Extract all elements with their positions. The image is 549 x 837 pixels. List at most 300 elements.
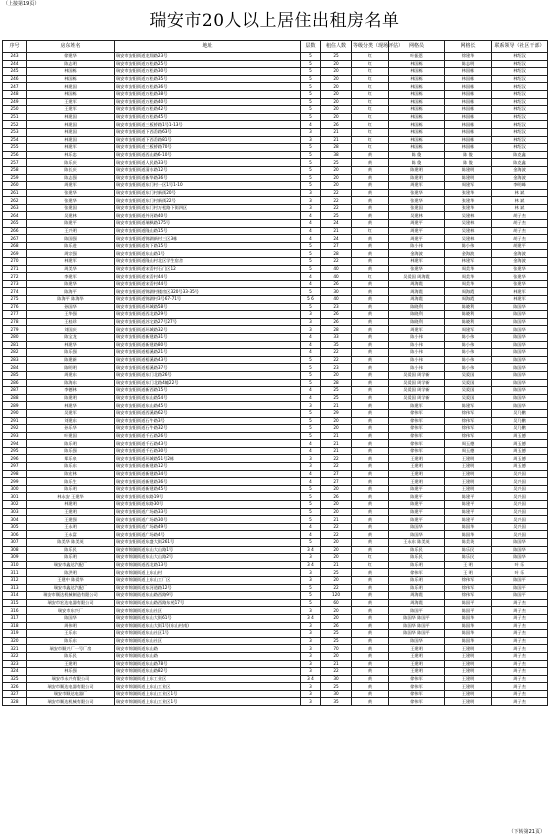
cell-no: 284: [3, 364, 27, 372]
cell-residents: 20: [321, 182, 352, 190]
cell-landlord: 刘建东: [27, 417, 115, 425]
cell-grade: 黄: [352, 197, 389, 205]
cell-address: 瑞安市安阳街道宋岙村44号: [115, 280, 301, 288]
cell-grade: 红: [352, 554, 389, 562]
table-row: [3, 569, 548, 577]
table-row: [3, 333, 548, 341]
cell-no: 271: [3, 265, 27, 273]
cell-grid-worker: 林国栋: [389, 106, 445, 114]
cell-landlord: 瑞安市鑫达汽配厂: [27, 561, 115, 569]
table-row: [3, 371, 548, 379]
cell-contact-leader: 胡建平: [492, 242, 548, 250]
cell-no: 306: [3, 531, 27, 539]
cell-grade: 黄: [352, 303, 389, 311]
cell-grid-worker: 周建平: [389, 220, 445, 228]
cell-landlord: 瑞安市顺达机械制造有限公司: [27, 592, 115, 600]
cell-landlord: 陈海平: [27, 288, 115, 296]
cell-floors: 4: [301, 440, 321, 448]
cell-no: 261: [3, 189, 27, 197]
cell-grid-worker: 林国栋: [389, 113, 445, 121]
cell-contact-leader: 陈国华: [492, 394, 548, 402]
cell-contact-leader: 叶 乐: [492, 569, 548, 577]
cell-no: 302: [3, 501, 27, 509]
cell-address: 瑞安市安阳街道东山路1号: [115, 250, 301, 258]
cell-no: 327: [3, 690, 27, 698]
table-row: [3, 561, 548, 569]
cell-floors: 5: [301, 599, 321, 607]
cell-grade: 黄: [352, 455, 389, 463]
table-row: [3, 660, 548, 668]
cell-grid-leader: 陈小伟: [445, 242, 492, 250]
cell-floors: 3 4: [301, 675, 321, 683]
cell-floors: 3: [301, 690, 321, 698]
cell-grade: 黄: [352, 660, 389, 668]
cell-floors: 5: [301, 485, 321, 493]
cell-landlord: 瑞安市宏达电器有限公司: [27, 599, 115, 607]
cell-grid-leader: 徐伟军: [445, 417, 492, 425]
cell-residents: 25: [321, 53, 352, 61]
cell-residents: 22: [321, 189, 352, 197]
cell-address: 瑞安市安阳街道东盛大街261号: [115, 539, 301, 547]
cell-grid-worker: 林国栋: [389, 121, 445, 129]
cell-grid-leader: 陈建平: [445, 493, 492, 501]
cell-grade: 黄: [352, 622, 389, 630]
cell-no: 323: [3, 660, 27, 668]
table-row: [3, 204, 548, 212]
cell-residents: 20: [321, 98, 352, 106]
cell-address: 瑞安市安阳街道环城路51号2栋: [115, 455, 301, 463]
cell-grid-leader: 徐建华: [445, 53, 492, 61]
cell-grade: 黄: [352, 607, 389, 615]
cell-grid-leader: 周建军: [445, 182, 492, 190]
cell-residents: 20: [321, 113, 352, 121]
cell-contact-leader: 吴乃鹏: [492, 409, 548, 417]
cell-contact-leader: 周子杰: [492, 645, 548, 653]
table-row: [3, 630, 548, 638]
cell-residents: 25: [321, 387, 352, 395]
cell-grade: 黄: [352, 349, 389, 357]
cell-residents: 25: [321, 683, 352, 691]
cell-grid-worker: 徐伟军: [389, 425, 445, 433]
table-row: [3, 53, 548, 61]
cell-grade: 黄: [352, 630, 389, 638]
table-row: [3, 485, 548, 493]
cell-landlord: 王建明: [27, 660, 115, 668]
cell-no: 324: [3, 668, 27, 676]
cell-grade: 黄: [352, 204, 389, 212]
cell-grade: 黄: [352, 478, 389, 486]
cell-no: 292: [3, 425, 27, 433]
cell-grid-worker: 陈晓利: [389, 303, 445, 311]
cell-grid-leader: 陈晓利: [445, 303, 492, 311]
cell-no: 285: [3, 371, 27, 379]
table-row: [3, 417, 548, 425]
cell-grid-worker: 张建华: [389, 265, 445, 273]
cell-contact-leader: 林建军: [492, 296, 548, 304]
table-row: [3, 83, 548, 91]
cell-residents: 21: [321, 660, 352, 668]
cell-grid-leader: 周美华: [445, 273, 492, 281]
cell-contact-leader: 金海波: [492, 174, 548, 182]
cell-residents: 20: [321, 652, 352, 660]
cell-no: 310: [3, 561, 27, 569]
cell-floors: 3: [301, 576, 321, 584]
cell-address: 瑞安市安阳街道广场路30号: [115, 516, 301, 524]
cell-residents: 21: [321, 128, 352, 136]
cell-contact-leader: 陈国平: [492, 584, 548, 592]
cell-grid-worker: 王建明: [389, 463, 445, 471]
table-row: [3, 75, 548, 83]
table-row: [3, 607, 548, 615]
cell-grade: 红: [352, 75, 389, 83]
cell-landlord: 瑞安市顺达电器厂: [27, 690, 115, 698]
table-row: [3, 90, 548, 98]
table-row: [3, 690, 548, 698]
cell-floors: 4: [301, 333, 321, 341]
cell-address: 瑞安市安阳街道石牛路32号: [115, 425, 301, 433]
table-row: [3, 364, 548, 372]
cell-grade: 红: [352, 60, 389, 68]
table-row: [3, 432, 548, 440]
cell-address: 瑞安市安阳街道东山路54号: [115, 394, 301, 402]
cell-landlord: 陈乐强: [27, 447, 115, 455]
cell-address: 瑞安市安阳街道梧溪路37号: [115, 364, 301, 372]
cell-floors: 4: [301, 478, 321, 486]
cell-grid-worker: 吴爱国 周学新: [389, 371, 445, 379]
cell-residents: 20: [321, 614, 352, 622]
cell-residents: 20: [321, 508, 352, 516]
cell-no: 274: [3, 288, 27, 296]
cell-floors: 4: [301, 273, 321, 281]
cell-landlord: 王永富: [27, 531, 115, 539]
cell-grid-worker: 王建明: [389, 470, 445, 478]
cell-floors: 3: [301, 189, 321, 197]
cell-grid-worker: 林国栋: [389, 83, 445, 91]
table-row: [3, 599, 548, 607]
cell-residents: 70: [321, 645, 352, 653]
cell-floors: 3: [301, 204, 321, 212]
cell-landlord: 周宗强: [27, 250, 115, 258]
cell-grade: 红: [352, 53, 389, 61]
cell-no: 247: [3, 83, 27, 91]
cell-grid-leader: 陈建明: [445, 174, 492, 182]
cell-residents: 30: [321, 288, 352, 296]
cell-floors: 4: [301, 523, 321, 531]
cell-contact-leader: 陈国华: [492, 546, 548, 554]
cell-contact-leader: 张建华: [492, 273, 548, 281]
cell-landlord: 周伟明: [27, 622, 115, 630]
table-row: [3, 273, 548, 281]
cell-contact-leader: 周玉德: [492, 447, 548, 455]
cell-contact-leader: 林绍汉: [492, 68, 548, 76]
cell-floors: 3 4: [301, 546, 321, 554]
cell-residents: 25: [321, 630, 352, 638]
cell-no: 303: [3, 508, 27, 516]
cell-contact-leader: 周子杰: [492, 690, 548, 698]
table-row: [3, 144, 548, 152]
cell-no: 298: [3, 470, 27, 478]
cell-contact-leader: 林绍汉: [492, 144, 548, 152]
cell-contact-leader: 吴兴国: [492, 523, 548, 531]
table-row: [3, 668, 548, 676]
cell-floors: 5: [301, 592, 321, 600]
cell-floors: 3: [301, 463, 321, 471]
cell-grade: 黄: [352, 463, 389, 471]
cell-address: 瑞安市安阳街道环城路32号: [115, 326, 301, 334]
cell-landlord: 陈志明: [27, 60, 115, 68]
cell-grid-leader: 陈小伟: [445, 356, 492, 364]
cell-landlord: 叶建国: [27, 432, 115, 440]
cell-landlord: 陈乐民: [27, 546, 115, 554]
cell-floors: 5: [301, 250, 321, 258]
cell-no: 259: [3, 174, 27, 182]
table-row: [3, 402, 548, 410]
cell-landlord: 瑞安市顺达机械有限公司: [27, 698, 115, 706]
cell-contact-leader: 林绍汉: [492, 90, 548, 98]
cell-residents: 20: [321, 90, 352, 98]
cell-grid-worker: 吴爱国 周学新: [389, 387, 445, 395]
cell-contact-leader: 林 斌: [492, 204, 548, 212]
cell-landlord: 陈乐民: [27, 652, 115, 660]
cell-grid-leader: 吴爱国: [445, 394, 492, 402]
cell-floors: 3: [301, 197, 321, 205]
cell-grid-worker: 徐伟军: [389, 698, 445, 706]
table-row: [3, 220, 548, 228]
cell-floors: 5: [301, 409, 321, 417]
cell-residents: 27: [321, 242, 352, 250]
table-row: [3, 592, 548, 600]
table-row: [3, 387, 548, 395]
cell-grade: 黄: [352, 159, 389, 167]
cell-grid-leader: 吴建林: [445, 212, 492, 220]
table-row: [3, 409, 548, 417]
cell-landlord: 张建华: [27, 197, 115, 205]
cell-grid-worker: 林国栋: [389, 75, 445, 83]
table-row: [3, 683, 548, 691]
cell-no: 254: [3, 136, 27, 144]
cell-contact-leader: 周子杰: [492, 660, 548, 668]
cell-grid-leader: 王 明: [445, 561, 492, 569]
cell-grid-leader: 金海波: [445, 250, 492, 258]
table-row: [3, 60, 548, 68]
cell-grid-worker: 王建明: [389, 645, 445, 653]
cell-contact-leader: 陈国华: [492, 311, 548, 319]
cell-residents: 20: [321, 371, 352, 379]
cell-no: 246: [3, 75, 27, 83]
cell-contact-leader: 陈国华: [492, 554, 548, 562]
table-row: [3, 280, 548, 288]
cell-floors: 3: [301, 318, 321, 326]
cell-grade: 黄: [352, 394, 389, 402]
cell-grid-worker: 徐伟军: [389, 683, 445, 691]
cell-grid-worker: 陈晓利: [389, 318, 445, 326]
cell-grid-leader: 陈 俊: [445, 151, 492, 159]
table-row: [3, 394, 548, 402]
cell-residents: 60: [321, 599, 352, 607]
table-row: [3, 159, 548, 167]
cell-address: 瑞安市安阳街道西山路6-10号: [115, 151, 301, 159]
cell-grade: 黄: [352, 265, 389, 273]
table-row: [3, 698, 548, 706]
table-row: [3, 637, 548, 645]
cell-residents: 25: [321, 394, 352, 402]
cell-grid-worker: 周建军: [389, 326, 445, 334]
cell-landlord: 林建国: [27, 83, 115, 91]
cell-grid-leader: 林国栋: [445, 128, 492, 136]
cell-grade: 黄: [352, 387, 389, 395]
cell-grid-leader: 周海霞: [445, 296, 492, 304]
cell-floors: 3: [301, 660, 321, 668]
cell-address: 瑞安市安阳街道东山路45号: [115, 402, 301, 410]
cell-grade: 黄: [352, 690, 389, 698]
cell-grid-worker: 陈建平: [389, 485, 445, 493]
cell-landlord: 陈明明: [27, 364, 115, 372]
cell-no: 301: [3, 493, 27, 501]
cell-contact-leader: 林绍汉: [492, 98, 548, 106]
cell-landlord: 陈国华: [27, 614, 115, 622]
cell-residents: 21: [321, 447, 352, 455]
cell-grid-leader: 陈小伟: [445, 341, 492, 349]
cell-floors: 3: [301, 645, 321, 653]
cell-residents: 20: [321, 60, 352, 68]
cell-no: 293: [3, 432, 27, 440]
cell-no: 270: [3, 258, 27, 266]
cell-grade: 黄: [352, 220, 389, 228]
cell-grade: 黄: [352, 531, 389, 539]
cell-grade: 黄: [352, 296, 389, 304]
cell-floors: 4: [301, 220, 321, 228]
cell-address: 瑞安市安阳街道石牛路3号: [115, 417, 301, 425]
cell-no: 283: [3, 356, 27, 364]
cell-contact-leader: 金海波: [492, 258, 548, 266]
cell-grid-leader: 陈国平: [445, 599, 492, 607]
cell-grid-worker: 陈乐明: [389, 561, 445, 569]
cell-residents: 40: [321, 265, 352, 273]
cell-no: 318: [3, 622, 27, 630]
cell-grid-leader: 林国栋: [445, 121, 492, 129]
cell-address: 瑞安市安阳街道万松路36号: [115, 83, 301, 91]
cell-landlord: 林建军: [27, 258, 115, 266]
cell-address: 瑞安市安阳街道新西路15号: [115, 387, 301, 395]
cell-grade: 黄: [352, 182, 389, 190]
cell-floors: 3: [301, 136, 321, 144]
cell-floors: 5: [301, 303, 321, 311]
cell-no: 328: [3, 698, 27, 706]
cell-floors: 5: [301, 364, 321, 372]
cell-no: 291: [3, 417, 27, 425]
cell-floors: 4: [301, 447, 321, 455]
cell-residents: 24: [321, 235, 352, 243]
cell-residents: 22: [321, 349, 352, 357]
cell-landlord: 林国栋: [27, 68, 115, 76]
table-row: [3, 584, 548, 592]
cell-grid-leader: 王建明: [445, 470, 492, 478]
cell-grid-worker: 陈建平: [389, 501, 445, 509]
table-row: [3, 349, 548, 357]
cell-contact-leader: 林绍汉: [492, 75, 548, 83]
cell-contact-leader: 陈国平: [492, 576, 548, 584]
cell-residents: 24: [321, 220, 352, 228]
cell-grid-worker: 王建明: [389, 668, 445, 676]
table-row: [3, 576, 548, 584]
cell-no: 297: [3, 463, 27, 471]
cell-floors: 5: [301, 493, 321, 501]
cell-residents: 20: [321, 539, 352, 547]
cell-landlord: 林建华: [27, 402, 115, 410]
cell-grade: 黄: [352, 637, 389, 645]
cell-residents: 30: [321, 675, 352, 683]
cell-no: 244: [3, 60, 27, 68]
cell-residents: 26: [321, 318, 352, 326]
cell-contact-leader: 吴兴国: [492, 485, 548, 493]
cell-landlord: 陈建新: [27, 356, 115, 364]
cell-contact-leader: 周子杰: [492, 637, 548, 645]
cell-no: 260: [3, 182, 27, 190]
col-header-grid-worker: 网格员: [389, 41, 445, 53]
cell-contact-leader: 胡子杰: [492, 220, 548, 228]
cell-grid-worker: 陈国华 陈国平: [389, 622, 445, 630]
cell-grid-leader: 陈 俊: [445, 159, 492, 167]
cell-landlord: 陈乐明: [27, 554, 115, 562]
cell-floors: 4: [301, 341, 321, 349]
cell-grid-leader: 王建明: [445, 485, 492, 493]
cell-grid-leader: 陈国华: [445, 622, 492, 630]
cell-landlord: 孙乐华: [27, 425, 115, 433]
cell-landlord: 林国栋: [27, 90, 115, 98]
cell-no: 315: [3, 599, 27, 607]
cell-no: 276: [3, 303, 27, 311]
cell-contact-leader: 周子杰: [492, 614, 548, 622]
cell-floors: 5: [301, 68, 321, 76]
cell-landlord: 王华强: [27, 311, 115, 319]
cell-landlord: 林建国: [27, 128, 115, 136]
col-header-residents: 租住人数: [321, 41, 352, 53]
cell-residents: 20: [321, 166, 352, 174]
cell-contact-leader: 陈国华: [492, 326, 548, 334]
cell-grid-leader: 陈国华: [445, 614, 492, 622]
cell-no: 314: [3, 592, 27, 600]
cell-residents: 26: [321, 121, 352, 129]
cell-grid-worker: 陈建平: [389, 516, 445, 524]
cell-grid-leader: 张建华: [445, 204, 492, 212]
cell-no: 312: [3, 576, 27, 584]
cell-floors: 5: [301, 432, 321, 440]
cell-grid-leader: 王建明: [445, 478, 492, 486]
table-row: [3, 523, 548, 531]
cell-grade: 黄: [352, 242, 389, 250]
table-row: [3, 174, 548, 182]
cell-grade: 黄: [352, 668, 389, 676]
rental-housing-table: [2, 40, 548, 706]
cell-address: 瑞安市锦湖街道上东山工厂区: [115, 576, 301, 584]
table-row: [3, 265, 548, 273]
cell-landlord: 瑞安市顺兴厂一号厂房: [27, 645, 115, 653]
cell-grid-worker: 周海霞: [389, 280, 445, 288]
cell-residents: 26: [321, 280, 352, 288]
cell-grade: 黄: [352, 576, 389, 584]
table-row: [3, 106, 548, 114]
table-row: [3, 182, 548, 190]
cell-address: 瑞安市安阳街道梧溪路43号: [115, 356, 301, 364]
cell-grid-worker: 陈建明: [389, 166, 445, 174]
cell-landlord: 陈建华: [27, 280, 115, 288]
cell-address: 瑞安市安阳街道广场路33号: [115, 508, 301, 516]
cell-grid-leader: 王 明: [445, 569, 492, 577]
cell-grid-leader: 林国栋: [445, 144, 492, 152]
cell-floors: 5: [301, 144, 321, 152]
cell-no: 317: [3, 614, 27, 622]
cell-landlord: 王建军: [27, 106, 115, 114]
